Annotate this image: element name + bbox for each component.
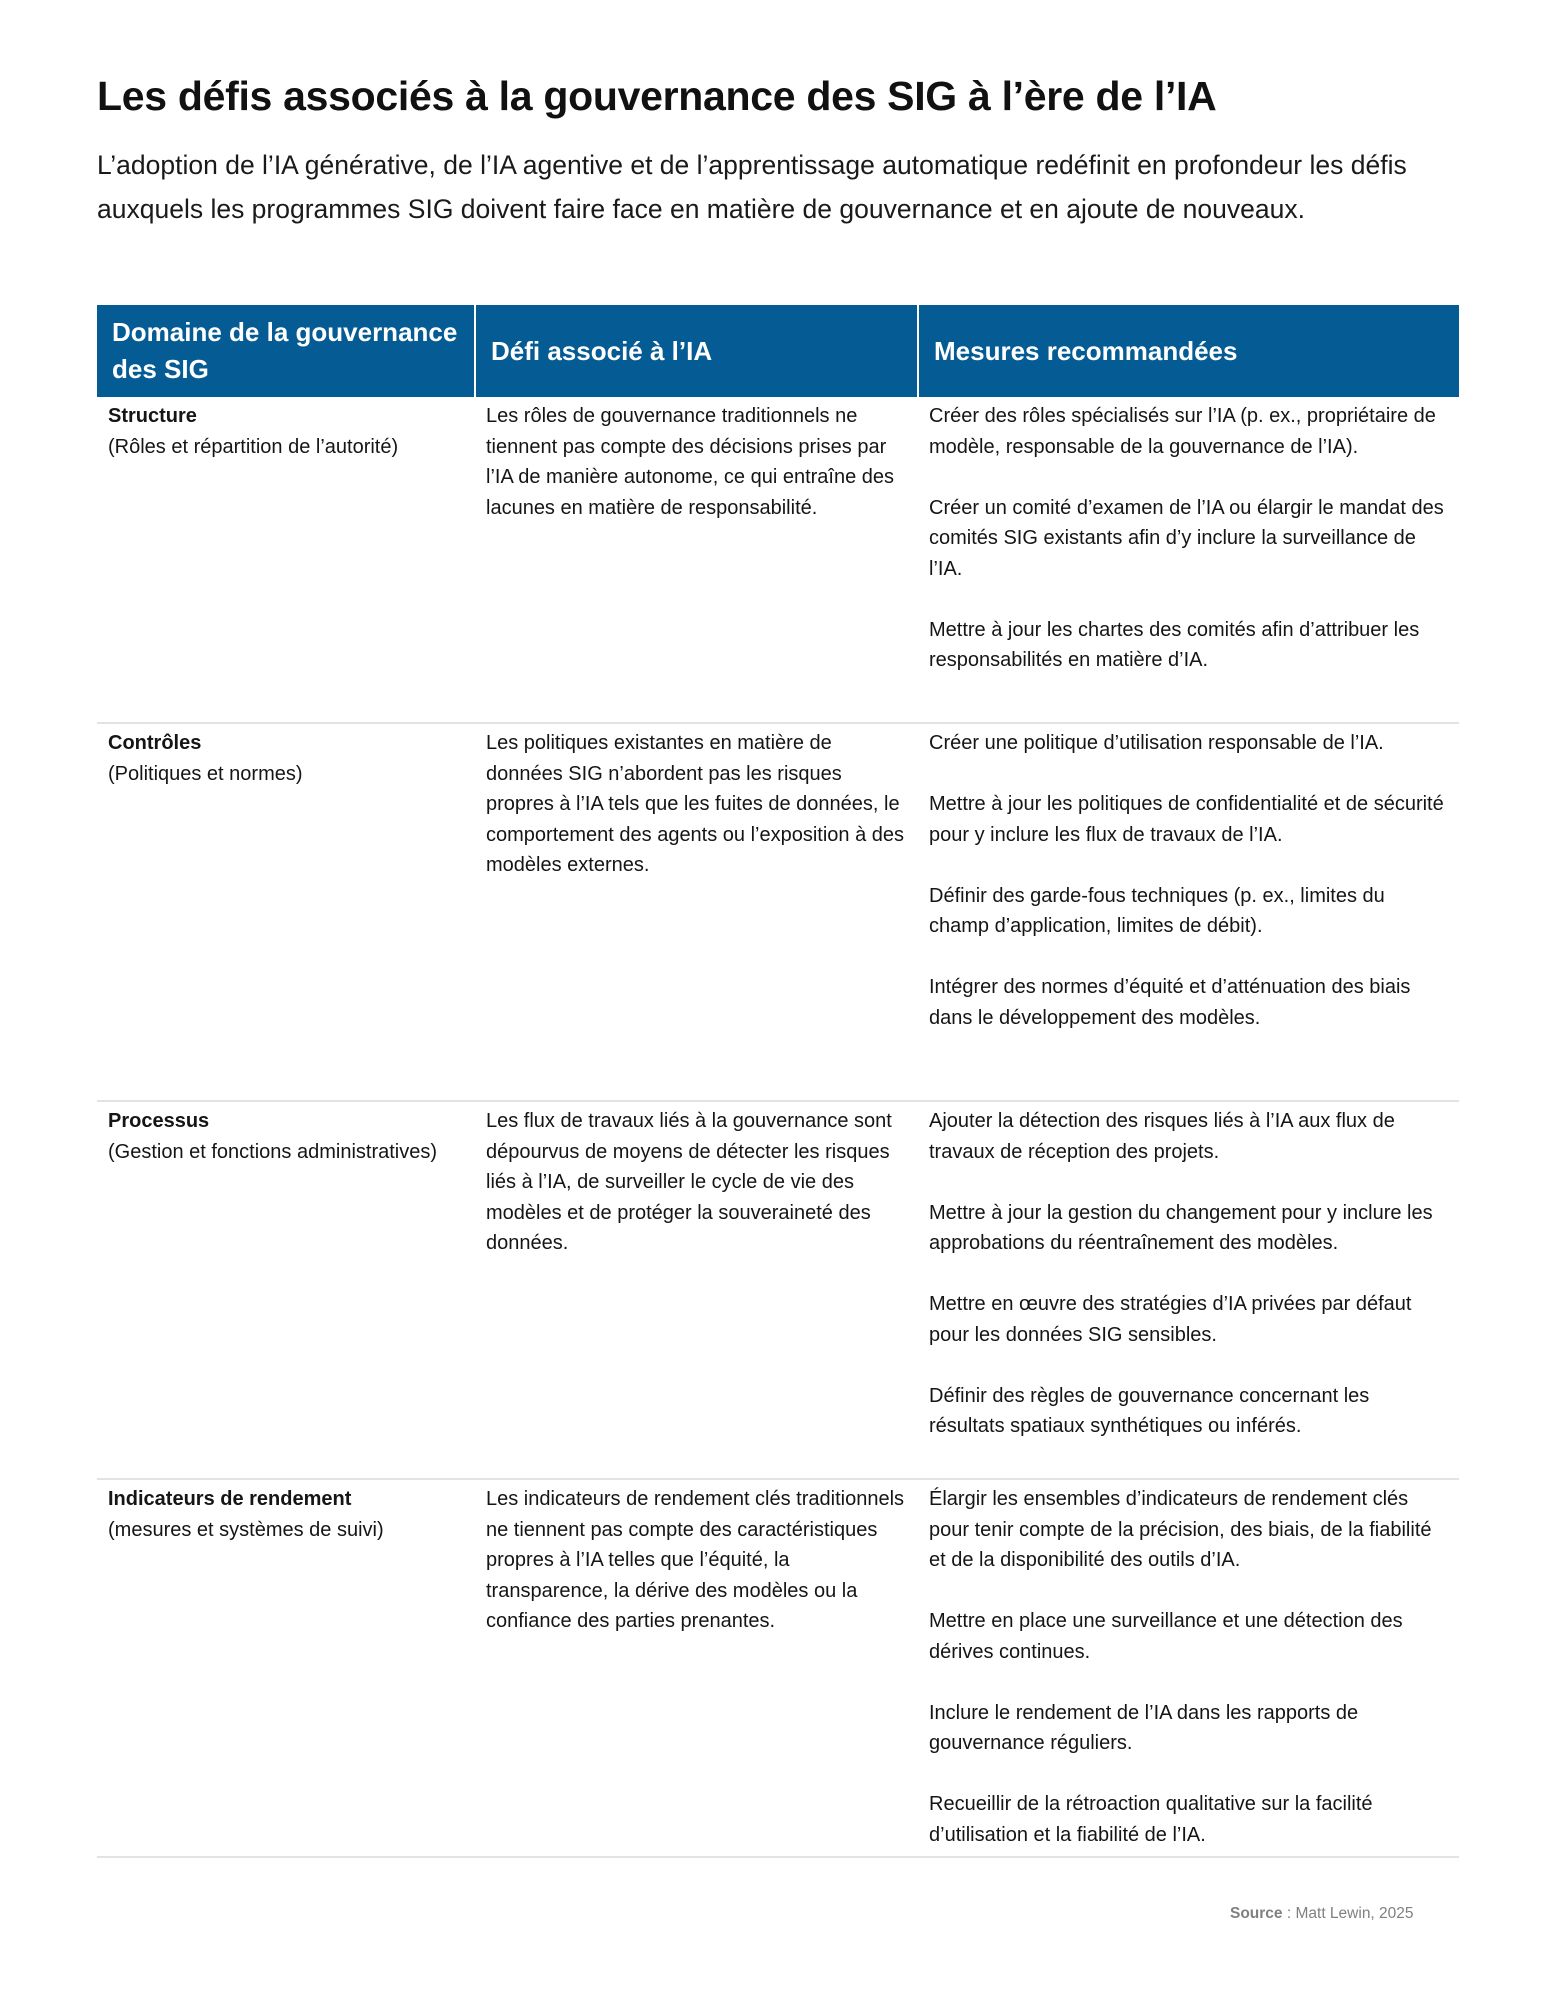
domain-subtitle: (Rôles et répartition de l’autorité) [108,435,399,458]
measure-item: Élargir les ensembles d’indicateurs de rendement clés pour tenir compte de la précision, des biais, de la fiabilité et de la disponibilité des outils d’IA. [929,1488,1432,1571]
measure-item: Inclure le rendement de l’IA dans les rapports de gouvernance réguliers. [929,1701,1359,1754]
challenge-cell: Les flux de travaux liés à la gouvernance sont dépourvus de moyens de détecter les risques liés à l’IA, de surveiller le cycle de vie des modèles et de protéger la souveraineté des données. [475,1101,918,1479]
domain-name: Contrôles [108,732,202,754]
measure-item: Mettre à jour la gestion du changement pour y inclure les approbations du réentraînement des modèles. [929,1201,1433,1254]
column-header-challenge: Défi associé à l’IA [475,305,918,397]
domain-cell [97,1479,475,1857]
domain-subtitle: (Politiques et normes) [108,762,303,785]
table-row [97,723,1459,1101]
measure-item: Mettre en place une surveillance et une détection des dérives continues. [929,1610,1403,1663]
measures-cell [918,1101,1459,1479]
domain-subtitle: (Gestion et fonctions administratives) [108,1140,438,1163]
domain-name: Indicateurs de rendement [108,1488,352,1510]
table-row [97,1479,1459,1857]
measure-item: Créer une politique d’utilisation responsable de l’IA. [929,732,1384,754]
measure-item: Créer un comité d’examen de l’IA ou élargir le mandat des comités SIG existants afin d’y inclure la surveillance de l’IA. [929,496,1444,580]
column-header-measures: Mesures recommandées [918,305,1459,397]
source-label: Source [1230,1905,1283,1922]
header-row [97,305,1459,397]
measure-item: Définir des règles de gouvernance concernant les résultats spatiaux synthétiques ou inférés. [929,1384,1370,1437]
table-row [97,397,1459,723]
measure-item: Définir des garde-fous techniques (p. ex., limites du champ d’application, limites de débit). [929,884,1385,937]
challenge-cell: Les politiques existantes en matière de données SIG n’abordent pas les risques propres à l’IA tels que les fuites de données, le comportement des agents ou l’exposition à des modèles externes. [475,723,918,1101]
domain-cell [97,723,475,1101]
table-body [97,397,1459,1857]
domain-name: Structure [108,405,197,427]
source-separator: : [1282,1905,1296,1922]
table-row [97,1101,1459,1479]
table-header [97,305,1459,397]
domain-name: Processus [108,1110,210,1132]
measures-cell [918,397,1459,723]
measure-item: Ajouter la détection des risques liés à l’IA aux flux de travaux de réception des projets. [929,1110,1395,1163]
measure-item: Mettre à jour les chartes des comités afin d’attribuer les responsabilités en matière d’IA. [929,618,1420,671]
measure-item: Recueillir de la rétroaction qualitative sur la facilité d’utilisation et la fiabilité de l’IA. [929,1793,1373,1846]
page-title: Les défis associés à la gouvernance des SIG à l’ère de l’IA [97,73,1217,119]
domain-subtitle: (mesures et systèmes de suivi) [108,1518,384,1541]
measure-item: Créer des rôles spécialisés sur l’IA (p. ex., propriétaire de modèle, responsable de la gouvernance de l’IA). [929,405,1436,458]
measure-item: Mettre en œuvre des stratégies d’IA privées par défaut pour les données SIG sensibles. [929,1293,1412,1346]
challenge-cell: Les rôles de gouvernance traditionnels ne tiennent pas compte des décisions prises par l’IA de manière autonome, ce qui entraîne des lacunes en matière de responsabilité. [475,397,918,723]
measure-item: Mettre à jour les politiques de confidentialité et de sécurité pour y inclure les flux de travaux de l’IA. [929,793,1444,846]
column-header-domain: Domaine de la gouvernance des SIG [97,305,475,397]
measures-cell [918,1479,1459,1857]
domain-cell [97,397,475,723]
measures-cell [918,723,1459,1101]
governance-table [97,305,1459,1858]
domain-cell [97,1101,475,1479]
source-citation [1230,1905,1414,1923]
measure-item: Intégrer des normes d’équité et d’atténuation des biais dans le développement des modèles. [929,976,1411,1029]
source-text: Matt Lewin, 2025 [1295,1905,1414,1922]
challenge-cell: Les indicateurs de rendement clés traditionnels ne tiennent pas compte des caractéristiques propres à l’IA telles que l’équité, la transparence, la dérive des modèles ou la confiance des parties prenantes. [475,1479,918,1857]
intro-paragraph: L’adoption de l’IA générative, de l’IA agentive et de l’apprentissage automatique redéfinit en profondeur les défis auxquels les programmes SIG doivent faire face en matière de gouvernance et en ajoute de nouveaux. [97,150,1407,224]
